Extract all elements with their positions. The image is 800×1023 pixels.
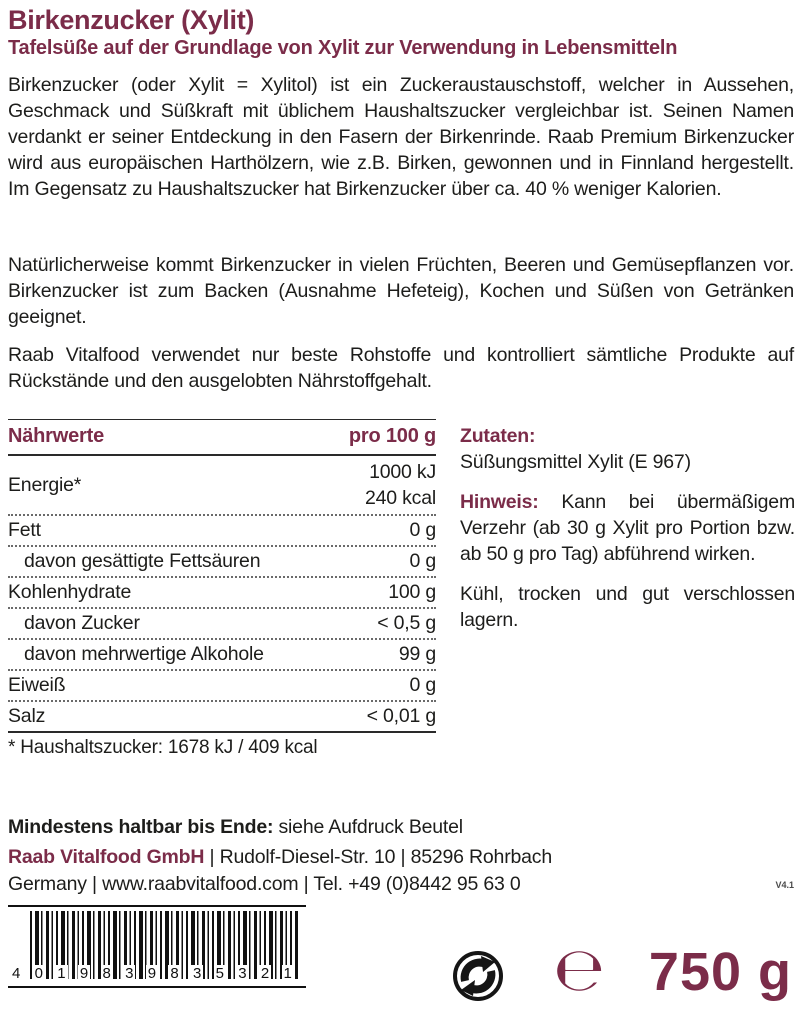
table-row — [8, 456, 436, 516]
description-paragraph-1: Birkenzucker (oder Xylit = Xylitol) ist ein Zuckeraustauschstoff, welcher in Aussehen, Geschmack und Süßkraft mit üblichem Haushaltszucker vergleichbar ist. Seinen Namen verdankt er seiner Entdeckung in den Fasern der Birkenrinde. Raab Premium Birkenzucker wird aus europäischen Harthölzern, wie z.B. Birken, gewonnen und in Finnland hergestellt. Im Gegensatz zu Haushaltszucker hat Birkenzucker über ca. 40 % weniger Kalorien. — [8, 74, 794, 200]
label-version: V4.1 — [775, 880, 794, 890]
row-label: Eiweiß — [8, 674, 66, 696]
barcode-digit: 9 — [79, 965, 89, 982]
nutrition-title: Nährwerte — [8, 425, 105, 447]
notice-text: Kann bei übermäßigem Verzehr (ab 30 g Xylit pro Portion bzw. ab 50 g pro Tag) abführend wirken. — [460, 491, 795, 565]
best-before-line — [8, 816, 463, 839]
barcode-digit: 3 — [238, 965, 247, 982]
table-row — [8, 671, 436, 702]
row-label: davon mehrwertige Alkohole — [24, 643, 264, 665]
company-line-2: Germany | www.raabvitalfood.com | Tel. +49 (0)8442 95 63 0 — [8, 873, 521, 895]
ean-barcode — [8, 905, 306, 988]
row-label: davon Zucker — [24, 612, 140, 634]
table-row — [8, 640, 436, 671]
barcode-digit: 0 — [34, 965, 43, 982]
row-label: Energie* — [8, 473, 82, 496]
barcode-digit: 3 — [125, 965, 134, 982]
barcode-digit: 4 — [12, 965, 21, 982]
company-line-1 — [8, 844, 552, 871]
row-value: < 0,01 g — [366, 705, 436, 727]
table-row — [8, 702, 436, 733]
storage-instructions: Kühl, trocken und gut verschlossen lagern. — [460, 583, 795, 631]
barcode-digit: 8 — [170, 965, 179, 982]
right-column — [460, 423, 795, 633]
page-title: Birkenzucker (Xylit) — [8, 5, 255, 35]
table-row — [8, 547, 436, 578]
table-row — [8, 516, 436, 547]
barcode-digit: 9 — [147, 965, 157, 982]
row-value: 99 g — [398, 643, 436, 665]
row-value: 0 g — [409, 550, 436, 572]
company-address: | Rudolf-Diesel-Str. 10 | 85296 Rohrbach — [209, 846, 552, 868]
row-value: < 0,5 g — [377, 612, 436, 634]
barcode-digit: 3 — [193, 965, 202, 982]
ingredients-section — [460, 423, 795, 475]
ingredients-label: Zutaten: — [460, 425, 536, 447]
barcode-digit: 2 — [260, 965, 270, 982]
barcode-digit: 8 — [102, 965, 111, 982]
ingredients-value: Süßungsmittel Xylit (E 967) — [460, 451, 691, 473]
notice-label: Hinweis: — [460, 491, 539, 513]
nutrition-column-header: pro 100 g — [348, 425, 436, 447]
nutrition-table-header — [8, 419, 436, 456]
barcode-digit: 5 — [215, 965, 224, 982]
row-value-kj: 1000 kJ — [369, 461, 436, 483]
row-value: 0 g — [409, 674, 436, 696]
nutrition-footnote: * Haushaltszucker: 1678 kJ / 409 kcal — [8, 737, 318, 758]
row-label: Kohlenhydrate — [8, 581, 132, 603]
row-value: 0 g — [409, 519, 436, 541]
best-before-label: Mindestens haltbar bis Ende: — [8, 816, 274, 838]
row-value — [365, 459, 436, 511]
page-subtitle: Tafelsüße auf der Grundlage von Xylit zur Verwendung in Lebensmitteln — [8, 37, 678, 59]
company-name: Raab Vitalfood GmbH — [8, 846, 205, 868]
barcode-digits — [8, 965, 296, 982]
best-before-value: siehe Aufdruck Beutel — [278, 816, 463, 838]
row-value-kcal: 240 kcal — [364, 487, 436, 509]
nutrition-table — [8, 419, 436, 759]
barcode-digit: 1 — [57, 965, 66, 982]
barcode-bottom-rule — [8, 986, 306, 988]
barcode-digit: 1 — [283, 965, 292, 982]
description-paragraph-2: Natürlicherweise kommt Birkenzucker in vielen Früchten, Beeren und Gemüsepflanzen vor. Birkenzucker ist zum Backen (Ausnahme Hefeteig), Kochen und Süßen von Getränken geeignet. — [8, 254, 794, 328]
company-info — [8, 844, 552, 898]
net-weight — [553, 935, 792, 1005]
table-row — [8, 578, 436, 609]
notice-section — [460, 489, 795, 567]
barcode-top-rule — [8, 905, 306, 907]
net-weight-value: 750 g — [648, 942, 792, 1002]
row-label: Salz — [8, 705, 46, 727]
row-label: davon gesättigte Fettsäuren — [24, 550, 261, 572]
green-dot-recycling-icon — [452, 950, 504, 1004]
description-paragraph-3: Raab Vitalfood verwendet nur beste Rohstoffe und kontrolliert sämtliche Produkte auf Rückstände und den ausgelobten Nährstoffgehalt. — [8, 344, 794, 392]
row-label: Fett — [8, 519, 41, 541]
table-row — [8, 609, 436, 640]
row-value: 100 g — [388, 581, 436, 603]
estimated-sign-icon: ℮ — [553, 935, 605, 1005]
